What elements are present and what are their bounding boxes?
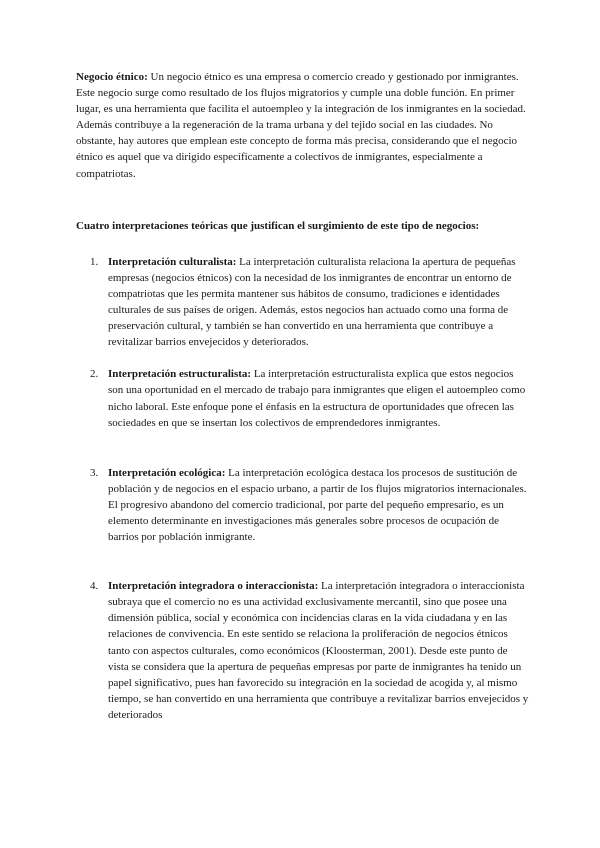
list-item-text: La interpretación ecológica destaca los procesos de sustitución de población y de negocios en el espacio urbano, a partir de los flujos migratorios internacionales. El progresivo abandono del comercio tradicional, por parte del pequeño empresario, es un elemento determinante en investigaciones más generales sobre procesos de ocupación de barrios por población inmigrante.	[108, 466, 527, 544]
intro-paragraph	[76, 69, 530, 182]
list-item-text: La interpretación culturalista relaciona la apertura de pequeñas empresas (negocios étnicos) con la necesidad de los inmigrantes de encontrar un entorno de compatriotas que les permita mantener sus hábitos de consumo, tradiciones e identidades culturales de sus países de origen. Además, estos negocios han actuado como una forma de preservación cultural, y también se han convertido en una herramienta que contribuye a revitalizar barrios envejecidos y deteriorados.	[108, 255, 516, 349]
list-item-number: 1.	[90, 255, 99, 268]
section-heading: Cuatro interpretaciones teóricas que justifican el surgimiento de este tipo de negocios:	[76, 219, 480, 232]
list-item-number: 2.	[90, 368, 99, 381]
list-item	[76, 254, 530, 351]
list-item	[76, 366, 530, 430]
list-item-number: 3.	[90, 466, 99, 479]
list-item-text: La interpretación integradora o interaccionista subraya que el comercio no es una actividad exclusivamente mercantil, sino que posee una dimensión pública, social y económica con incidencias claras en la vida ciudadana y en las relaciones de convivencia. En este sentido se relaciona la proliferación de negocios étnicos tanto con aspectos culturales, como económicos (Kloosterman, 2001). Desde este punto de vista se considera que la apertura de pequeñas empresas por parte de inmigrantes ha tenido un papel significativo, pues han favorecido su integración en la sociedad de acogida y, al mismo tiempo, se han convertido en una herramienta que contribuye a revitalizar barrios envejecidos y deteriorados	[108, 580, 529, 721]
list-item	[76, 578, 530, 723]
list-item-text: La interpretación estructuralista explica que estos negocios son una oportunidad en el mercado de trabajo para inmigrantes que eligen el autoempleo como nicho laboral. Este enfoque pone el énfasis en la estructura de oportunidades que ofrecen las sociedades en que se insertan los colectivos de emprendedores inmigrantes.	[108, 368, 526, 429]
intro-term: Negocio étnico:	[76, 71, 148, 83]
list-item	[76, 465, 530, 545]
list-item-number: 4.	[90, 580, 99, 593]
list-item-title: Interpretación integradora o interaccionista:	[108, 580, 319, 593]
interpretations-list	[76, 254, 530, 723]
list-item-title: Interpretación ecológica:	[108, 466, 226, 479]
list-item-title: Interpretación estructuralista:	[108, 368, 252, 381]
list-item-title: Interpretación culturalista:	[108, 255, 237, 268]
intro-text: Un negocio étnico es una empresa o comercio creado y gestionado por inmigrantes. Este negocio surge como resultado de los flujos migratorios y cumple una doble función. En primer lugar, es una herramienta que facilita el autoempleo y la integración de los inmigrantes en la sociedad. Además contribuye a la regeneración de la trama urbana y del tejido social en las ciudades. No obstante, hay autores que emplean este concepto de forma más precisa, considerando que el negocio étnico es aquel que va dirigido específicamente a colectivos de inmigrantes, especialmente a compatriotas.	[76, 71, 526, 180]
